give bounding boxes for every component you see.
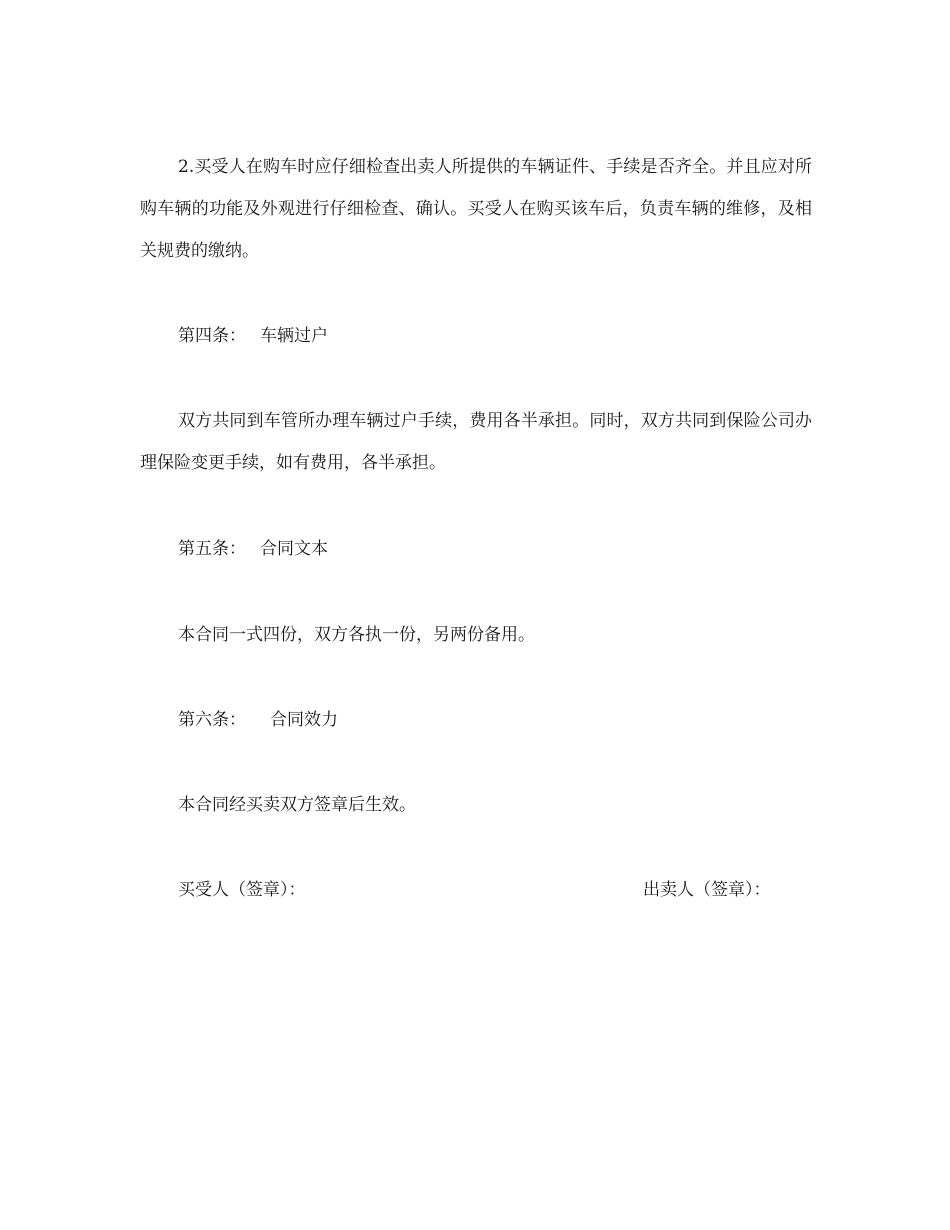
article-4-body: 双方共同到车管所办理车辆过户手续，费用各半承担。同时，双方共同到保险公司办理保险变更手续，如有费用，各半承担。 bbox=[140, 411, 812, 473]
article-6-title: 合同效力 bbox=[270, 710, 338, 730]
article-5-heading bbox=[178, 539, 328, 559]
article-4-heading bbox=[178, 326, 328, 346]
article-4-title: 车辆过户 bbox=[260, 326, 328, 346]
article-5-title: 合同文本 bbox=[260, 539, 328, 559]
article-5-body: 本合同一式四份，双方各执一份，另两份备用。 bbox=[178, 625, 535, 645]
article-6-number: 第六条： bbox=[178, 710, 246, 730]
article-6-body: 本合同经买卖双方签章后生效。 bbox=[178, 795, 416, 815]
seller-signature-label: 出卖人（签章）： bbox=[643, 880, 771, 900]
paragraph-item-2: 2.买受人在购车时应仔细检查出卖人所提供的车辆证件、手续是否齐全。并且应对所购车辆的功能及外观进行仔细检查、确认。买受人在购买该车后，负责车辆的维修，及相关规费的缴纳。 bbox=[140, 157, 812, 261]
buyer-signature-label: 买受人（签章）： bbox=[178, 880, 306, 900]
article-6-heading bbox=[178, 710, 338, 730]
article-4-number: 第四条： bbox=[178, 326, 246, 346]
article-5-number: 第五条： bbox=[178, 539, 246, 559]
